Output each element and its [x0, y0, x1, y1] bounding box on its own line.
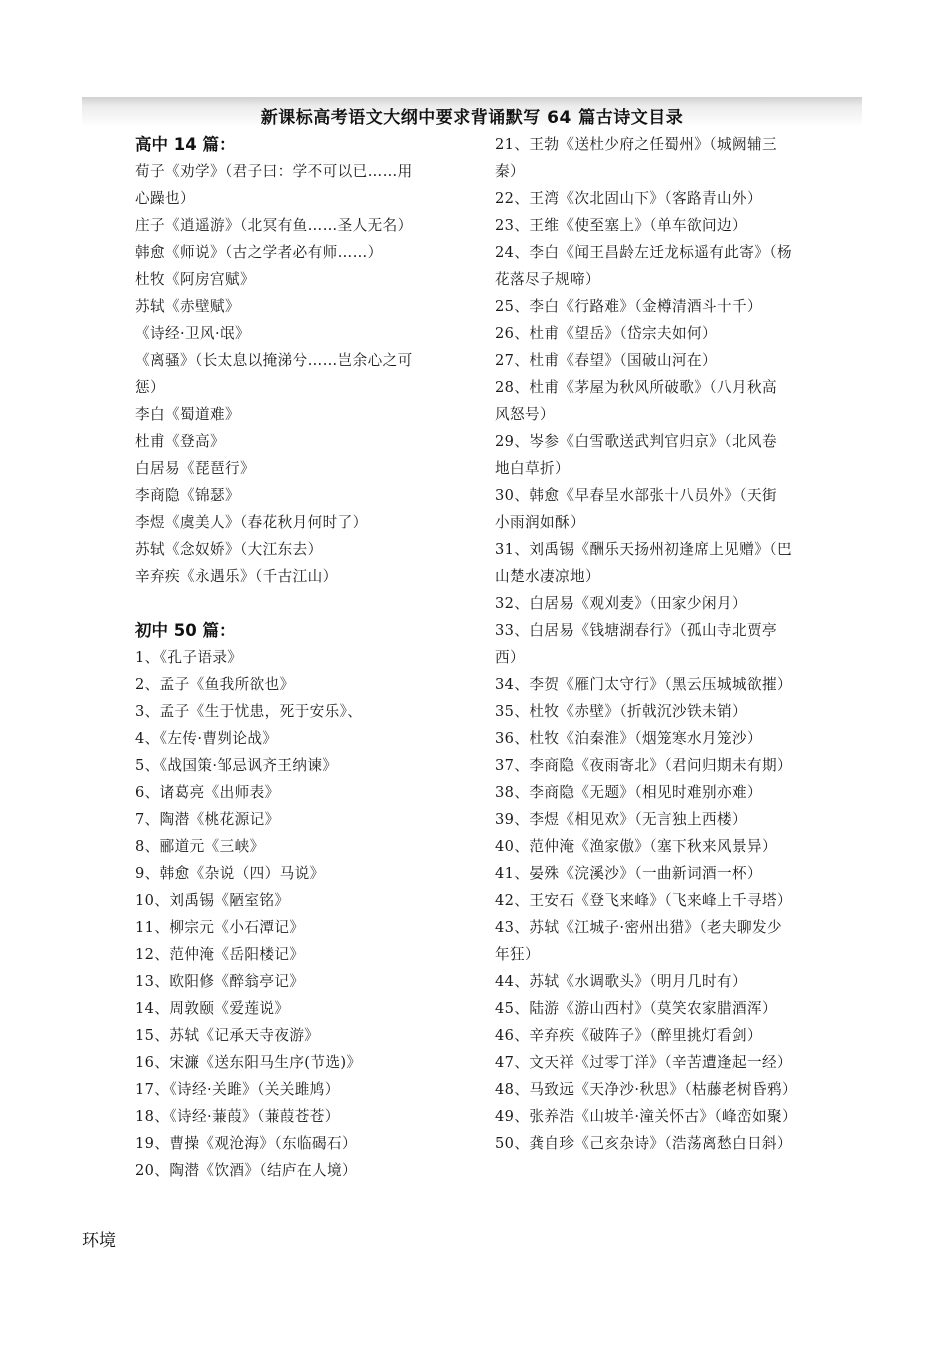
list-item: 山楚水凄凉地）: [495, 568, 600, 585]
list-item: 李白《蜀道难》: [135, 406, 240, 423]
list-item: 辛弃疾《永遇乐》（千古江山）: [135, 568, 338, 585]
list-item: 34、李贺《雁门太守行》（黑云压城城欲摧）: [495, 676, 792, 693]
list-item: 26、杜甫《望岳》（岱宗夫如何）: [495, 325, 717, 342]
list-item: 33、白居易《钱塘湖春行》（孤山寺北贾亭: [495, 622, 777, 639]
list-item: 10、刘禹锡《陋室铭》: [135, 892, 290, 909]
list-item: 47、文天祥《过零丁洋》（辛苦遭逢起一经）: [495, 1054, 792, 1071]
list-item: 21、王勃《送杜少府之任蜀州》（城阙辅三: [495, 136, 777, 153]
list-item: 心躁也）: [135, 190, 195, 207]
list-item: 西）: [495, 649, 525, 666]
list-item: 9、韩愈《杂说（四）马说》: [135, 865, 325, 882]
middle-school-heading: 初中 50 篇：: [135, 621, 236, 640]
list-item: 惩）: [135, 379, 165, 396]
list-item: 46、辛弃疾《破阵子》（醉里挑灯看剑）: [495, 1027, 762, 1044]
list-item: 44、苏轼《水调歌头》（明月几时有）: [495, 973, 747, 990]
list-item: 风怒号）: [495, 406, 555, 423]
list-item: 45、陆游《游山西村》（莫笑农家腊酒浑）: [495, 1000, 777, 1017]
list-item: 小雨润如酥）: [495, 514, 585, 531]
list-item: 《诗经·卫风·氓》: [135, 325, 251, 342]
list-item: 苏轼《赤壁赋》: [135, 298, 240, 315]
list-item: 8、郦道元《三峡》: [135, 838, 265, 855]
list-item: 3、孟子《生于忧患，死于安乐》、: [135, 703, 363, 720]
list-item: 19、曹操《观沧海》（东临碣石）: [135, 1135, 357, 1152]
list-item: 20、陶潜《饮酒》（结庐在人境）: [135, 1162, 357, 1179]
list-item: 11、柳宗元《小石潭记》: [135, 919, 305, 936]
list-item: 5、《战国策·邹忌讽齐王纳谏》: [135, 757, 338, 774]
list-item: 23、王维《使至塞上》（单车欲问边）: [495, 217, 747, 234]
list-item: 地白草折）: [495, 460, 570, 477]
middle-school-list-continued: [495, 131, 835, 1157]
high-school-heading: 高中 14 篇：: [135, 135, 236, 154]
list-item: 15、苏轼《记承天寺夜游》: [135, 1027, 320, 1044]
list-item: 41、晏殊《浣溪沙》（一曲新词酒一杯）: [495, 865, 762, 882]
list-item: 2、孟子《鱼我所欲也》: [135, 676, 295, 693]
list-item: 36、杜牧《泊秦淮》（烟笼寒水月笼沙）: [495, 730, 762, 747]
list-item: 李煜《虞美人》（春花秋月何时了）: [135, 514, 368, 531]
list-item: 17、《诗经·关雎》（关关雎鸠）: [135, 1081, 340, 1098]
list-item: 12、范仲淹《岳阳楼记》: [135, 946, 305, 963]
list-item: 29、岑参《白雪歌送武判官归京》（北风卷: [495, 433, 777, 450]
left-column: [135, 131, 475, 1184]
list-item: 6、诸葛亮《出师表》: [135, 784, 280, 801]
list-item: 42、王安石《登飞来峰》（飞来峰上千寻塔）: [495, 892, 792, 909]
high-school-list: [135, 158, 475, 590]
footer-text: 环境: [82, 1231, 116, 1251]
document-title: 新课标高考语文大纲中要求背诵默写 64 篇古诗文目录: [260, 108, 684, 128]
section-gap: [135, 590, 475, 617]
list-item: 37、李商隐《夜雨寄北》（君问归期未有期）: [495, 757, 792, 774]
list-item: 4、《左传·曹刿论战》: [135, 730, 278, 747]
middle-school-list: [135, 644, 475, 1184]
list-item: 7、陶潜《桃花源记》: [135, 811, 280, 828]
list-item: 13、欧阳修《醉翁亭记》: [135, 973, 305, 990]
list-item: 庄子《逍遥游》（北冥有鱼……圣人无名）: [135, 217, 413, 234]
list-item: 22、王湾《次北固山下》（客路青山外）: [495, 190, 762, 207]
list-item: 30、韩愈《早春呈水部张十八员外》（天街: [495, 487, 777, 504]
list-item: 27、杜甫《春望》（国破山河在）: [495, 352, 717, 369]
right-column: [495, 131, 835, 1157]
list-item: 白居易《琵琶行》: [135, 460, 255, 477]
list-item: 18、《诗经·蒹葭》（蒹葭苍苍）: [135, 1108, 340, 1125]
list-item: 39、李煜《相见欢》（无言独上西楼）: [495, 811, 747, 828]
list-item: 32、白居易《观刈麦》（田家少闲月）: [495, 595, 747, 612]
list-item: 1、《孔子语录》: [135, 649, 243, 666]
list-item: 花落尽子规啼）: [495, 271, 600, 288]
list-item: 韩愈《师说》（古之学者必有师……）: [135, 244, 383, 261]
list-item: 50、龚自珍《己亥杂诗》（浩荡离愁白日斜）: [495, 1135, 792, 1152]
list-item: 38、李商隐《无题》（相见时难别亦难）: [495, 784, 762, 801]
list-item: 秦）: [495, 163, 525, 180]
list-item: 48、马致远《天净沙·秋思》（枯藤老树昏鸦）: [495, 1081, 797, 1098]
list-item: 28、杜甫《茅屋为秋风所破歌》（八月秋高: [495, 379, 777, 396]
list-item: 年狂）: [495, 946, 540, 963]
list-item: 杜牧《阿房宫赋》: [135, 271, 255, 288]
list-item: 40、范仲淹《渔家傲》（塞下秋来风景异）: [495, 838, 777, 855]
list-item: 14、周敦颐《爱莲说》: [135, 1000, 290, 1017]
list-item: 杜甫《登高》: [135, 433, 225, 450]
list-item: 31、刘禹锡《酬乐天扬州初逢席上见赠》（巴: [495, 541, 792, 558]
list-item: 荀子《劝学》（君子曰：学不可以已……用: [135, 163, 413, 180]
list-item: 25、李白《行路难》（金樽清酒斗十千）: [495, 298, 762, 315]
list-item: 16、宋濂《送东阳马生序(节选)》: [135, 1054, 362, 1071]
list-item: 35、杜牧《赤壁》（折戟沉沙铁未销）: [495, 703, 747, 720]
list-item: 《离骚》（长太息以掩涕兮……岂余心之可: [135, 352, 413, 369]
list-item: 24、李白《闻王昌龄左迁龙标遥有此寄》（杨: [495, 244, 792, 261]
list-item: 49、张养浩《山坡羊·潼关怀古》（峰峦如聚）: [495, 1108, 797, 1125]
list-item: 苏轼《念奴娇》（大江东去）: [135, 541, 323, 558]
list-item: 43、苏轼《江城子·密州出猎》（老夫聊发少: [495, 919, 782, 936]
list-item: 李商隐《锦瑟》: [135, 487, 240, 504]
